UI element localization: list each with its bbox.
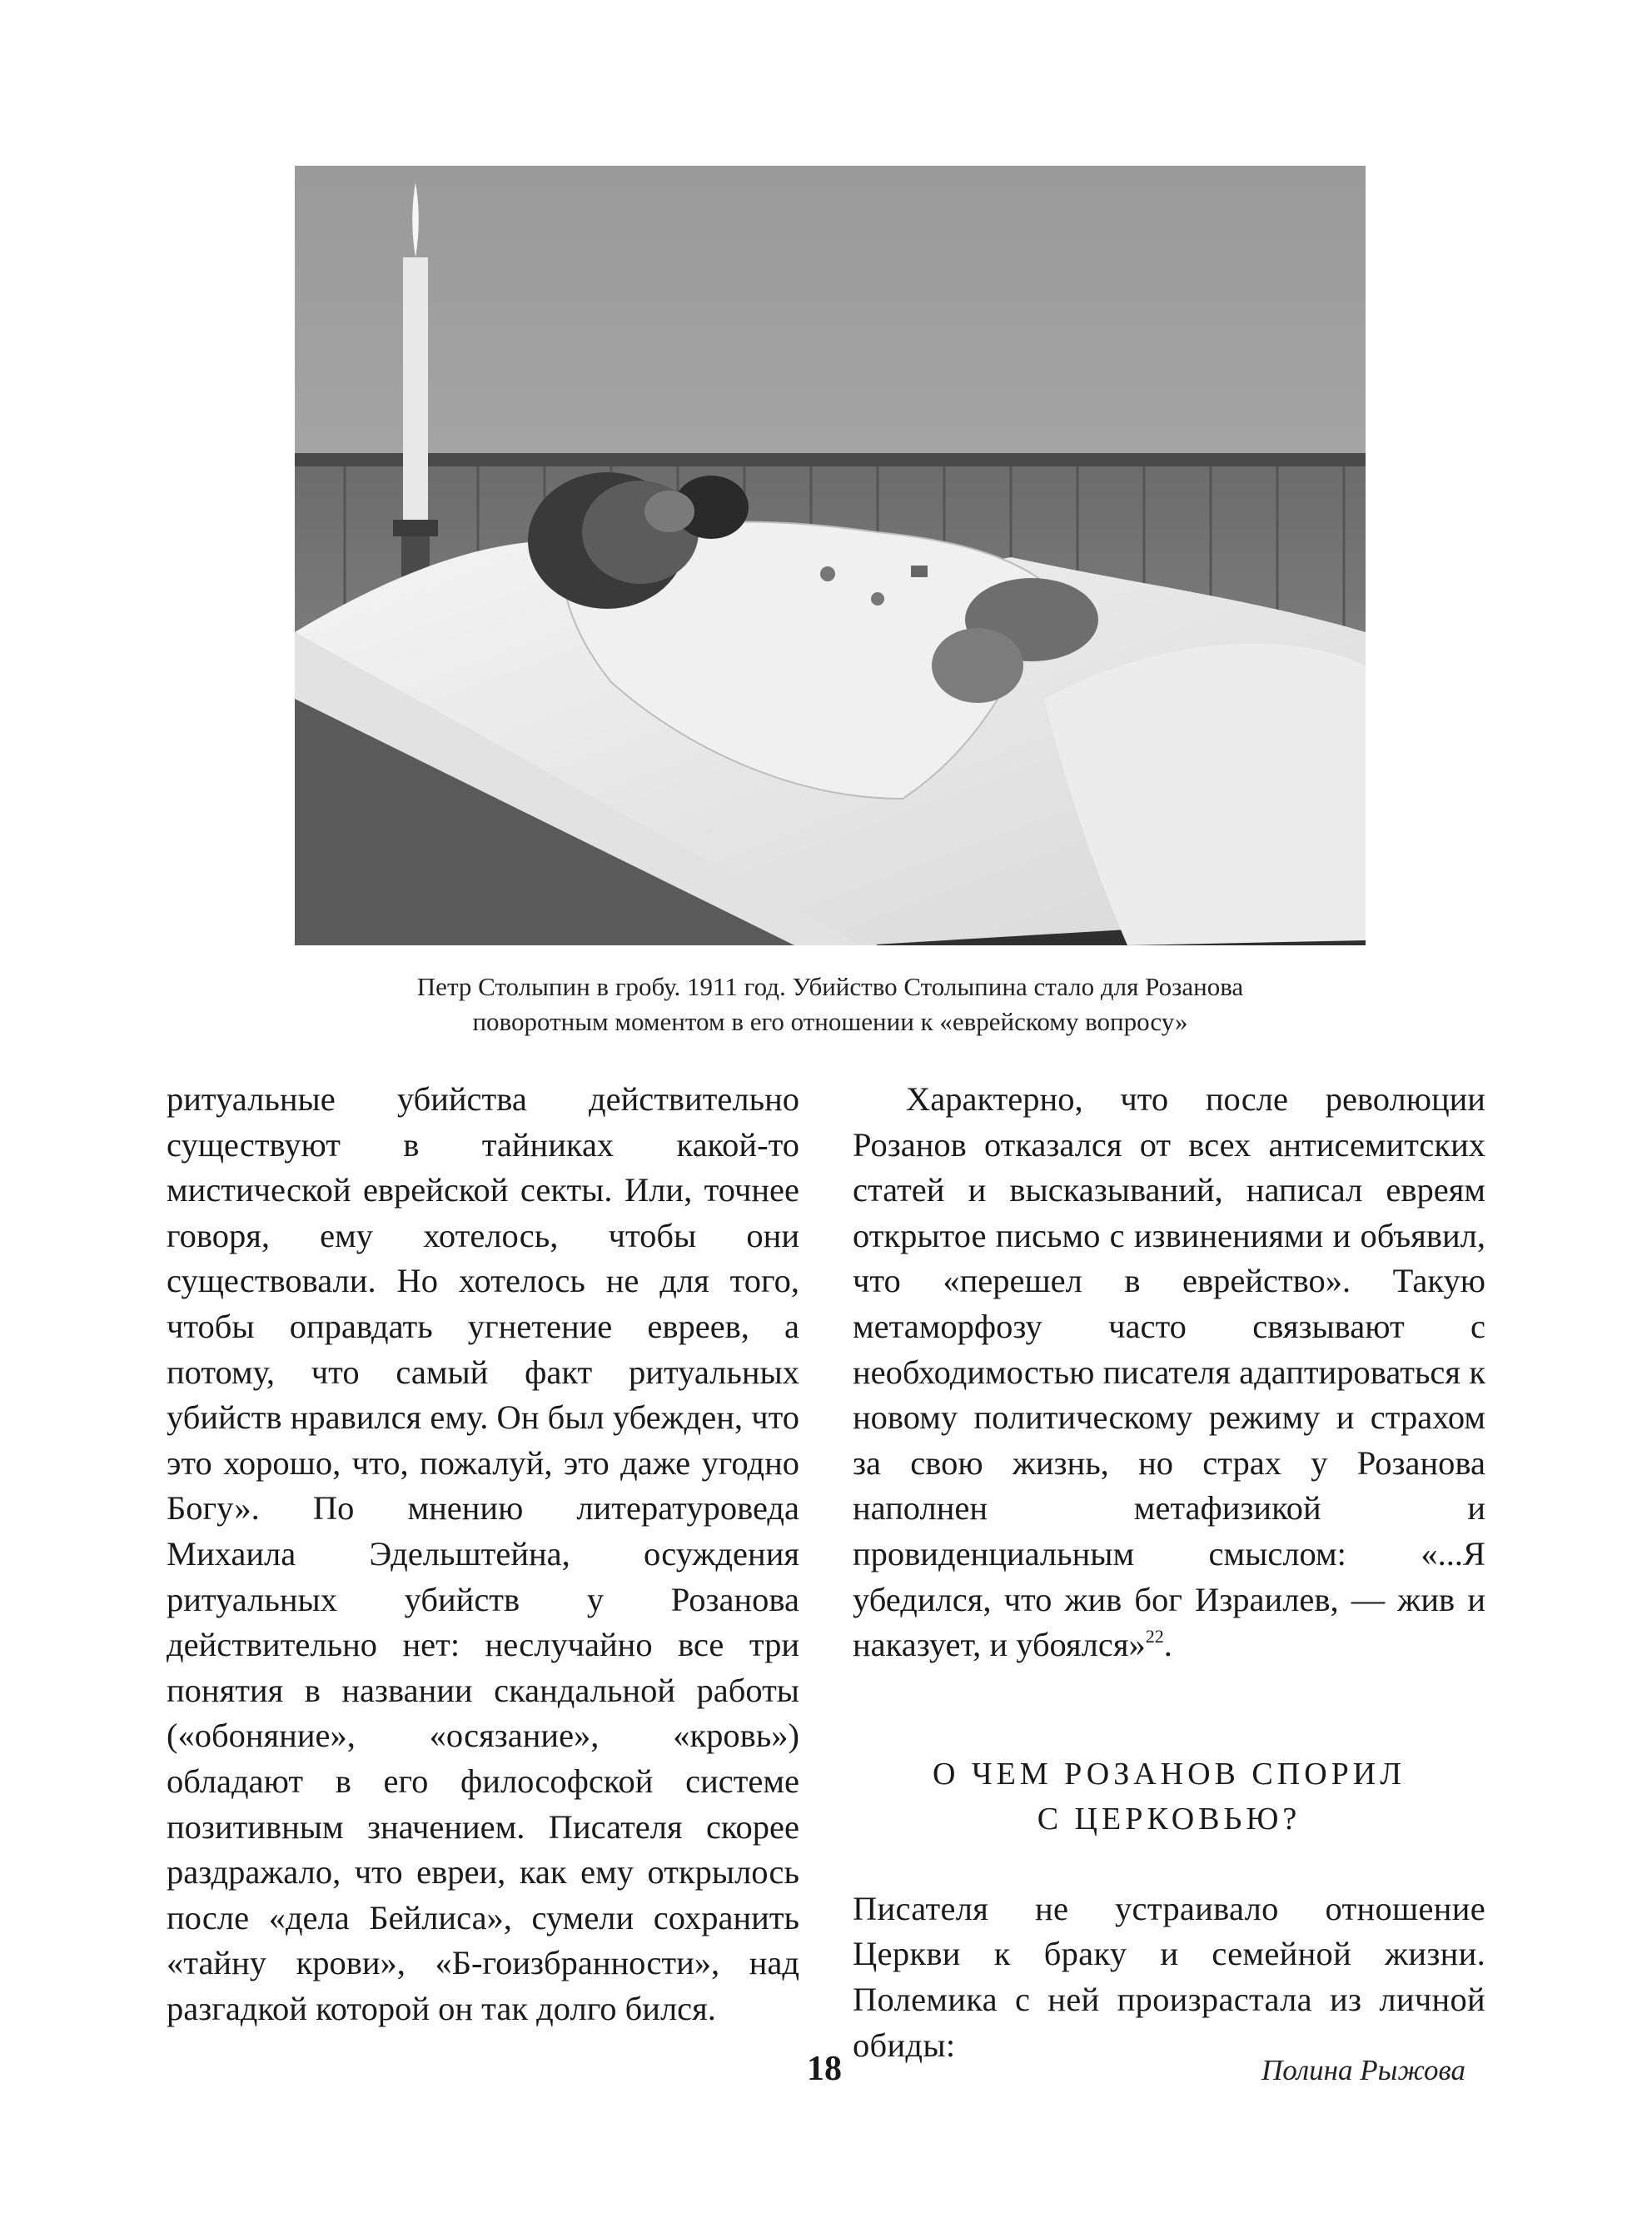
caption-line-2: поворотным моментом в его отношении к «еврейскому вопросу» [472,1007,1188,1036]
right-paragraph-1 [853,1077,1485,1668]
caption-line-1: Петр Столыпин в гробу. 1911 год. Убийство Столыпина стало для Розанова [416,972,1244,1001]
right-paragraph-2: Писателя не устраивало отношение Церкви к браку и семейной жизни. Полемика с ней произрастала из личной обиды: [853,1889,1485,2064]
footnote-reference[interactable]: 22 [1145,1626,1164,1647]
coffin-photograph [295,166,1366,945]
page-number: 18 [807,2050,842,2088]
right-paragraph-1-end: . [1163,1626,1172,1664]
right-paragraph-1-text: Характерно, что после революции Розанов отказался от всех антисемитских статей и высказываний, написал евреям открытое письмо с извинениями и объявил, что «перешел в еврейство». Такую метаморфозу часто связывают с необходимостью писателя адаптироваться к новому политическому режиму и страхом за свою жизнь, но страх у Розанова наполнен метафизикой и провиденциальным смыслом: «...Я убедился, что жив бог Израилев, — жив и наказует, и убоялся» [853,1080,1485,1664]
photo-image [295,166,1366,945]
figure-caption [250,969,1411,1039]
left-paragraph: ритуальные убийства действительно существуют в тайниках какой-то мистической еврейской секты. Или, точнее говоря, ему хотелось, чтобы они существовали. Но хотелось не для того, чтобы оправдать угнетение евреев, а потому, что самый факт ритуальных убийств нравился ему. Он был убежден, что это хорошо, что, пожалуй, это даже угодно Богу». По мнению литературоведа Михаила Эдельштейна, осуждения ритуальных убийств у Розанова действительно нет: неслучайно все три понятия в названии скандальной работы («обоняние», «осязание», «кровь») обладают в его философской системе позитивным значением. Писателя скорее раздражало, что евреи, как ему открылось после «дела Бейлиса», сумели сохранить «тайну крови», «Б-гоизбранности», над разгадкой которой он так долго бился. [167,1080,799,2027]
left-column [167,1077,799,2031]
section-heading [853,1752,1485,1842]
right-column [853,1077,1485,2068]
section-heading-line-2: С ЦЕРКОВЬЮ? [1037,1801,1301,1837]
section-heading-line-1: О ЧЕМ РОЗАНОВ СПОРИЛ [933,1756,1406,1792]
author-running-head: Полина Рыжова [1261,2054,1465,2086]
